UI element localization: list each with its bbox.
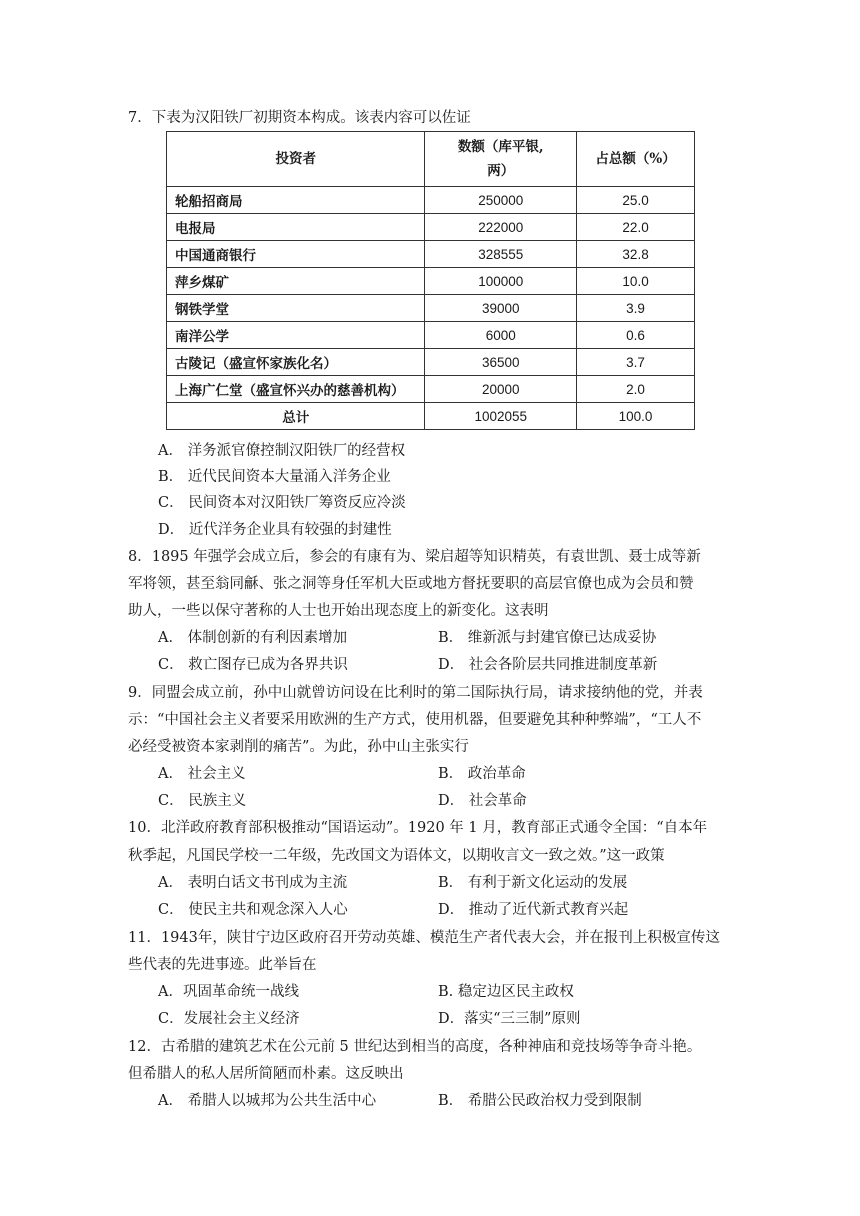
cell-investor: 上海广仁堂（盛宣怀兴办的慈善机构）	[167, 376, 425, 403]
table-row	[167, 376, 695, 403]
q11-stem-line2: 些代表的先进事迹。此举旨在	[128, 957, 317, 973]
q12-option-a[interactable]: A． 希腊人以城邦为公共生活中心	[158, 1093, 377, 1109]
q12-stem-line1: 12．古希腊的建筑艺术在公元前 5 世纪达到相当的高度，各种神庙和竞技场等争奇斗艳。	[128, 1039, 702, 1055]
table-row	[167, 214, 695, 241]
cell-investor: 轮船招商局	[167, 187, 425, 214]
q8-option-a[interactable]: A． 体制创新的有利因素增加	[158, 630, 348, 646]
header-amount-line1: 数额（库平银,	[457, 139, 544, 155]
table-row	[167, 349, 695, 376]
cell-pct: 3.7	[577, 349, 695, 376]
q9-stem-line3: 必经受被资本家剥削的痛苦”。为此，孙中山主张实行	[128, 739, 469, 755]
q8-stem-line1: 8．1895 年强学会成立后，参会的有康有为、梁启超等知识精英，有袁世凯、聂士成等新	[128, 549, 701, 565]
table-row	[167, 295, 695, 322]
table-header-row	[167, 132, 695, 187]
cell-amount: 6000	[425, 322, 577, 349]
capital-table	[166, 131, 695, 430]
q8-stem-line2: 军将领，甚至翁同龢、张之洞等身任军机大臣或地方督抚要职的高层官僚也成为会员和赞	[128, 576, 694, 592]
cell-pct: 22.0	[577, 214, 695, 241]
q11-option-c[interactable]: C．发展社会主义经济	[158, 1011, 300, 1027]
cell-investor: 南洋公学	[167, 322, 425, 349]
cell-total-amount: 1002055	[425, 403, 577, 430]
q11-option-b[interactable]: B. 稳定边区民主政权	[438, 984, 574, 1000]
cell-investor: 古陵记（盛宣怀家族化名）	[167, 349, 425, 376]
q10-option-d[interactable]: D． 推动了近代新式教育兴起	[438, 902, 629, 918]
cell-investor: 钢铁学堂	[167, 295, 425, 322]
header-amount	[425, 132, 577, 187]
cell-investor: 萍乡煤矿	[167, 268, 425, 295]
cell-amount: 36500	[425, 349, 577, 376]
cell-pct: 32.8	[577, 241, 695, 268]
q9-stem-line2: 示：“中国社会主义者要采用欧洲的生产方式，使用机器，但要避免其种种弊端”，“工人不	[128, 712, 702, 728]
cell-amount: 222000	[425, 214, 577, 241]
q9-option-b[interactable]: B． 政治革命	[438, 766, 526, 782]
header-pct: 占总额（%）	[577, 132, 695, 187]
cell-pct: 10.0	[577, 268, 695, 295]
q7-option-d[interactable]: D． 近代洋务企业具有较强的封建性	[158, 522, 392, 538]
cell-investor: 中国通商银行	[167, 241, 425, 268]
table-row	[167, 322, 695, 349]
cell-amount: 39000	[425, 295, 577, 322]
cell-amount: 250000	[425, 187, 577, 214]
q10-stem-line1: 10．北洋政府教育部积极推动“国语运动”。1920 年 1 月，教育部正式通令全国：“自本年	[128, 820, 708, 836]
q9-option-c[interactable]: C． 民族主义	[158, 793, 247, 809]
table-row	[167, 268, 695, 295]
header-investor: 投资者	[167, 132, 425, 187]
cell-total-pct: 100.0	[577, 403, 695, 430]
q11-stem-line1: 11．1943年，陕甘宁边区政府召开劳动英雄、模范生产者代表大会，并在报刊上积极宣传这	[128, 930, 720, 946]
q10-option-c[interactable]: C． 使民主共和观念深入人心	[158, 902, 348, 918]
q7-option-b[interactable]: B． 近代民间资本大量涌入洋务企业	[158, 469, 391, 485]
table-total-row	[167, 403, 695, 430]
cell-pct: 0.6	[577, 322, 695, 349]
cell-pct: 3.9	[577, 295, 695, 322]
cell-amount: 100000	[425, 268, 577, 295]
q8-option-d[interactable]: D． 社会各阶层共同推进制度革新	[438, 657, 658, 673]
table-row	[167, 241, 695, 268]
cell-investor: 电报局	[167, 214, 425, 241]
q10-option-a[interactable]: A． 表明白话文书刊成为主流	[158, 875, 348, 891]
cell-amount: 20000	[425, 376, 577, 403]
q7-stem: 7．下表为汉阳铁厂初期资本构成。该表内容可以佐证	[128, 110, 471, 126]
q9-stem-line1: 9．同盟会成立前，孙中山就曾访问设在比利时的第二国际执行局，请求接纳他的党，并表	[128, 685, 703, 701]
cell-pct: 2.0	[577, 376, 695, 403]
q7-option-c[interactable]: C． 民间资本对汉阳铁厂筹资反应冷淡	[158, 495, 406, 511]
q8-stem-line3: 助人，一些以保守著称的人士也开始出现态度上的新变化。这表明	[128, 603, 549, 619]
q12-stem-line2: 但希腊人的私人居所简陋而朴素。这反映出	[128, 1066, 404, 1082]
q11-option-d[interactable]: D．落实“三三制”原则	[438, 1011, 581, 1027]
q11-option-a[interactable]: A．巩固革命统一战线	[158, 984, 299, 1000]
cell-amount: 328555	[425, 241, 577, 268]
header-amount-line2: 两）	[487, 163, 515, 179]
q9-option-a[interactable]: A． 社会主义	[158, 766, 246, 782]
q10-option-b[interactable]: B． 有利于新文化运动的发展	[438, 875, 628, 891]
cell-pct: 25.0	[577, 187, 695, 214]
cell-total-label: 总计	[167, 403, 425, 430]
q7-option-a[interactable]: A． 洋务派官僚控制汉阳铁厂的经营权	[158, 443, 406, 459]
q9-option-d[interactable]: D． 社会革命	[438, 793, 527, 809]
q8-option-c[interactable]: C． 救亡图存已成为各界共识	[158, 657, 348, 673]
q8-option-b[interactable]: B． 维新派与封建官僚已达成妥协	[438, 630, 657, 646]
q12-option-b[interactable]: B． 希腊公民政治权力受到限制	[438, 1093, 642, 1109]
table-row	[167, 187, 695, 214]
q10-stem-line2: 秋季起，凡国民学校一二年级，先改国文为语体文，以期收言文一致之效。”这一政策	[128, 848, 665, 864]
